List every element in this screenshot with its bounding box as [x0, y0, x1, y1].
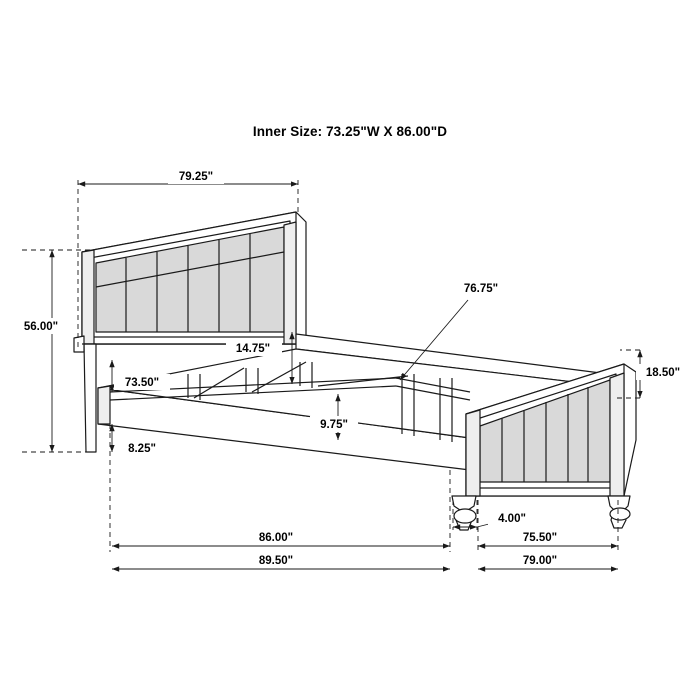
dimension-headboard-height: 56.00" — [23, 321, 59, 333]
dimension-headboard-width: 79.25" — [178, 171, 214, 183]
dimension-interior-length: 86.00" — [258, 532, 294, 544]
dimension-floor-clearance: 8.25" — [128, 443, 156, 455]
dimension-leg-diameter: 4.00" — [498, 513, 526, 525]
dimension-footboard-height: 18.50" — [645, 367, 681, 379]
dimension-overall-length: 89.50" — [258, 555, 294, 567]
dimension-headboard-panel: 73.50" — [124, 377, 160, 389]
page-title: Inner Size: 73.25"W X 86.00"D — [252, 124, 448, 139]
dimension-slat-clearance: 9.75" — [320, 419, 348, 431]
dimension-overall-width: 79.00" — [522, 555, 558, 567]
dimension-footboard-width: 75.50" — [522, 532, 558, 544]
dimension-inner-rail-height: 14.75" — [235, 343, 271, 355]
dimension-side-rail-length: 76.75" — [463, 283, 499, 295]
